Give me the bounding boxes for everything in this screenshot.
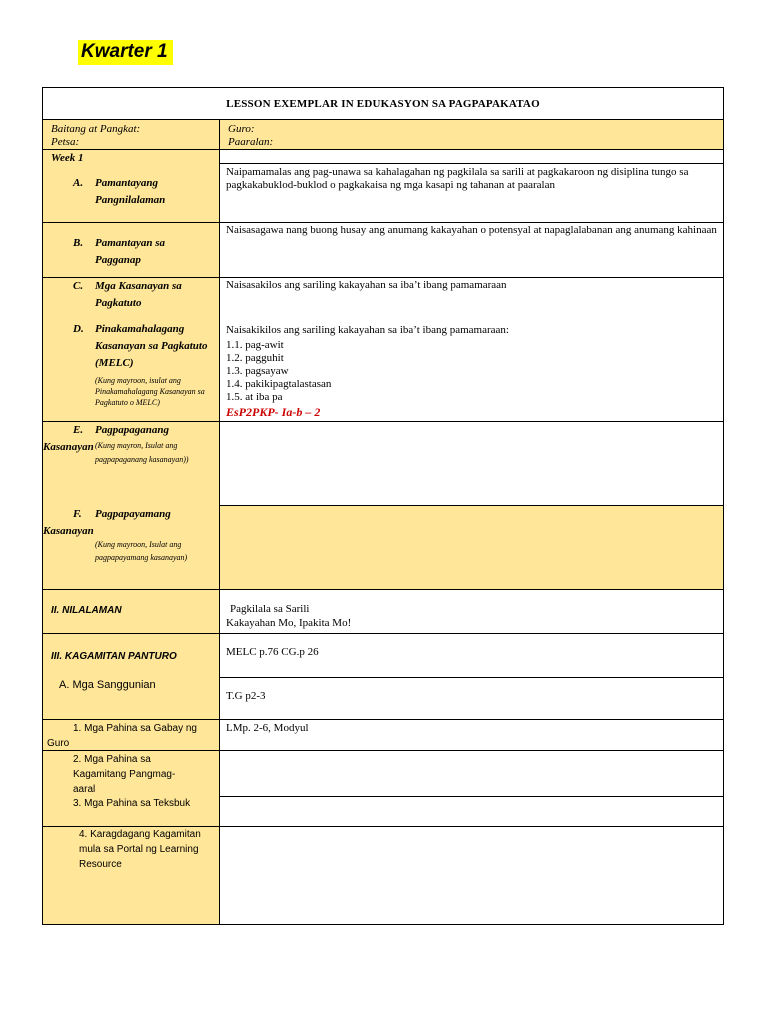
info-left (43, 120, 220, 150)
row-cd-label (43, 278, 220, 422)
teksbuk-value (220, 797, 723, 827)
row-b-content: Naisasagawa nang buong husay ang anumang kakayahan o potensyal at napaglalabanan ang anumang kahinaan (220, 223, 723, 278)
c-letter: C. (73, 280, 84, 292)
d-item: 1.3. pagsayaw (226, 365, 289, 377)
lesson-exemplar-table (42, 87, 724, 925)
row-kagamitan-label (43, 634, 220, 720)
row-a-content: Naipamamalas ang pag-unawa sa kahalagahan ng pagkilala sa sarili at pagkakaroon ng disiplina tungo sa pagkakabuklod-buklod o pagkakaisa ng mga kasapi ng tahanan at paaralan (220, 164, 723, 223)
karag-label: 4. Karagdagang Kagamitan mula sa Portal ng Learning Resource (79, 829, 201, 870)
teksbuk-label: 3. Mga Pahina sa Teksbuk (73, 798, 191, 809)
karag-value (220, 827, 723, 924)
d-letter: D. (73, 323, 84, 335)
info-right (220, 120, 723, 150)
petsa-label: Petsa: (51, 136, 80, 148)
d-item: 1.5. at iba pa (226, 391, 283, 403)
d-item: 1.4. pakikipagtalastasan (226, 378, 332, 390)
kag-value (220, 751, 723, 797)
tg-ref: T.G p2-3 (220, 678, 723, 720)
paaralan-label: Paaralan: (228, 136, 274, 148)
nilalaman-line1: Pagkilala sa Sarili (230, 603, 310, 615)
guro-label: Guro: (228, 123, 255, 135)
melc-code: EsP2PKP- Ia-b – 2 (226, 405, 321, 419)
d-items (226, 339, 331, 404)
row-nilalaman-content (220, 590, 723, 634)
baitang-label: Baitang at Pangkat: (51, 123, 141, 135)
b-label: Pamantayan sa Pagganap (95, 237, 165, 266)
row-a-label (43, 150, 220, 223)
d-item: 1.1. pag-awit (226, 339, 284, 351)
kag-label: 2. Mga Pahina sa Kagamitang Pangmag-aaral (73, 754, 176, 795)
week-label: Week 1 (51, 152, 84, 164)
gabay-label: 1. Mga Pahina sa Gabay ng Guro (43, 720, 220, 751)
c-content: Naisasakilos ang sariling kakayahan sa iba’t ibang pamamaraan (226, 279, 507, 291)
e-letter: E. (73, 424, 84, 436)
row-kag-teksbuk-label (43, 751, 220, 827)
f-label: Pagpapayamang Kasanayan (43, 508, 171, 537)
d-note: (Kung mayroon, isulat ang Pinakamahalagang Kasanayan sa Pagkatuto o MELC) (95, 376, 205, 407)
table-header: LESSON EXEMPLAR IN EDUKASYON SA PAGPAPAKATAO (43, 88, 723, 120)
row-a-top-blank (220, 150, 723, 164)
row-karag-label (43, 827, 220, 924)
sanggunian-label: A. Mga Sanggunian (59, 679, 156, 691)
c-label: Mga Kasanayan sa Pagkatuto (95, 280, 182, 309)
row-f-content (220, 506, 723, 590)
d-item: 1.2. pagguhit (226, 352, 284, 364)
f-letter: F. (73, 508, 82, 520)
row-cd-content (220, 278, 723, 422)
d-content: Naisakikilos ang sariling kakayahan sa iba’t ibang pamamaraan: (226, 324, 509, 336)
kagamitan-label: III. KAGAMITAN PANTURO (51, 651, 177, 662)
f-note: (Kung mayroon, Isulat ang pagpapayamang kasanayan) (95, 540, 188, 562)
nilalaman-line2: Kakayahan Mo, Ipakita Mo! (226, 617, 352, 629)
row-b-label (43, 223, 220, 278)
gabay-value: LMp. 2-6, Modyul (220, 720, 723, 751)
e-label: Pagpapaganang Kasanayan (43, 424, 169, 453)
row-e-label (43, 422, 220, 506)
row-f-label (43, 506, 220, 590)
a-letter: A. (73, 177, 84, 189)
melc-ref: MELC p.76 CG.p 26 (220, 634, 723, 678)
quarter-label: Kwarter 1 (78, 40, 173, 65)
row-e-content (220, 422, 723, 506)
d-label: Pinakamahalagang Kasanayan sa Pagkatuto (MELC) (95, 323, 208, 369)
a-label: Pamantayang Pangnilalaman (95, 177, 166, 206)
b-letter: B. (73, 237, 84, 249)
e-note: (Kung mayron, Isulat ang pagpapaganang kasanayan)) (95, 441, 189, 464)
row-nilalaman-label (43, 590, 220, 634)
nilalaman-label: II. NILALAMAN (51, 605, 122, 616)
